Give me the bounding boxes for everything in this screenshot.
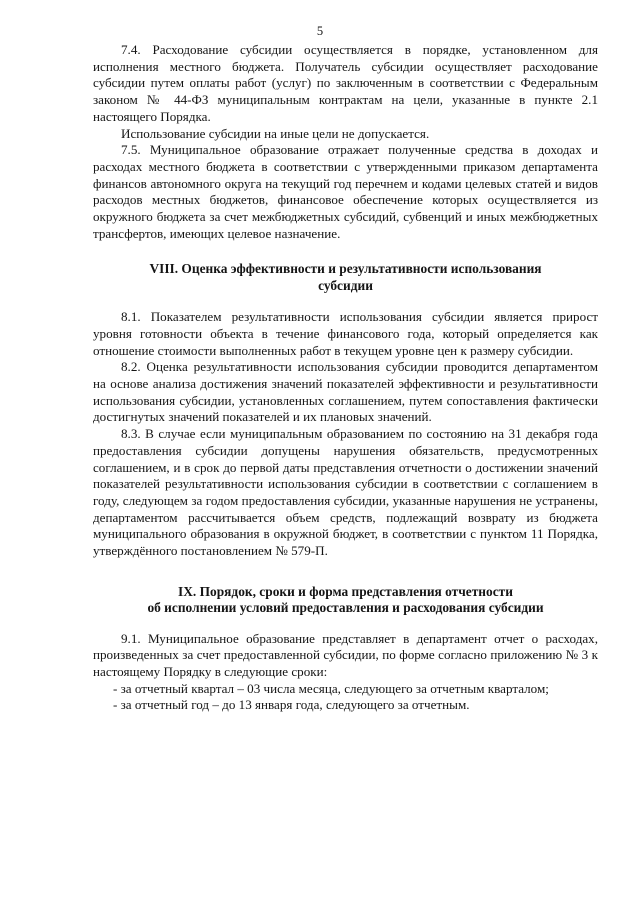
- paragraph-8-2: 8.2. Оценка результативности использования субсидии проводится департаментом на основе анализа достижения значений показателей эффективности и результативности использования субсидии, установленных соглашением, путем сопоставления фактически достигнутых значений показателей и их плановых значений.: [93, 359, 598, 425]
- section-9-title-line1: IX. Порядок, сроки и форма представления отчетности: [178, 583, 513, 599]
- section-8-title-line1: VIII. Оценка эффективности и результативности использования: [149, 261, 542, 277]
- list-item-year: - за отчетный год – до 13 января года, следующего за отчетным.: [113, 697, 470, 713]
- document-body: [93, 42, 598, 714]
- list-item-quarter: - за отчетный квартал – 03 числа месяца, следующего за отчетным кварталом;: [113, 680, 549, 696]
- paragraph-7-4-note: Использование субсидии на иные цели не допускается.: [121, 125, 430, 141]
- section-9-heading: [93, 584, 598, 617]
- paragraph-7-4: 7.4. Расходование субсидии осуществляется в порядке, установленном для исполнения местного бюджета. Получатель субсидии осуществляет расходование субсидии путем оплаты работ (услуг) по заключенным в соответствии с Федеральным законом № 44-ФЗ муниципальным контрактам на цели, указанные в пункте 2.1 настоящего Порядка.: [93, 42, 598, 124]
- paragraph-7-5: 7.5. Муниципальное образование отражает полученные средства в доходах и расходах местного бюджета в соответствии с утвержденными приказом департамента финансов автономного округа на текущий год перечнем и кодами целевых статей и видов расходов местных бюджетов, финансовое обеспечение которых осуществляется из окружного бюджета за счет межбюджетных субсидий, субвенций и иных межбюджетных трансфертов, имеющих целевое назначение.: [93, 142, 598, 241]
- section-9-title-line2: об исполнении условий предоставления и расходования субсидии: [147, 600, 544, 616]
- section-8-title-line2: субсидии: [318, 277, 373, 293]
- paragraph-8-3: 8.3. В случае если муниципальным образованием по состоянию на 31 декабря года предоставления субсидии допущены нарушения обязательств, предусмотренных соглашением, и в срок до первой даты представления отчетности о достижении значений показателей результативности использования субсидии в соответствии с соглашением в году, следующем за годом предоставления субсидии, указанные нарушения не устранены, департаментом рассчитывается объем средств, подлежащий возврату из бюджета муниципального образования в окружной бюджет, в соответствии с пунктом 11 Порядка, утверждённого постановлением № 579-П.: [93, 426, 598, 559]
- paragraph-8-1: 8.1. Показателем результативности использования субсидии является прирост уровня готовности объекта в течение финансового года, который определяется как отношение стоимости выполненных работ в текущем уровне цен к размеру субсидии.: [93, 309, 598, 358]
- paragraph-9-1: 9.1. Муниципальное образование представляет в департамент отчет о расходах, произведенных за счет предоставленной субсидии, по форме согласно приложению № 3 к настоящему Порядку в следующие сроки:: [93, 630, 598, 680]
- section-8-heading: [93, 261, 598, 294]
- page-number: 5: [316, 24, 324, 38]
